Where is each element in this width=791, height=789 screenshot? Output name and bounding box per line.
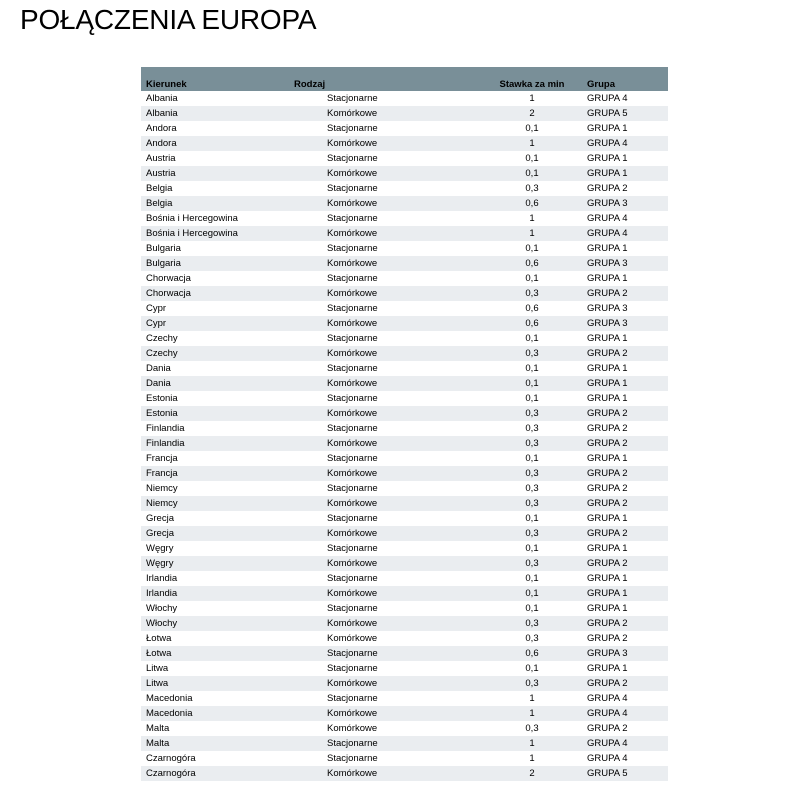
table-row [141, 391, 668, 406]
cell-stawka: 0,1 [525, 393, 539, 404]
cell-stawka: 0,3 [525, 483, 539, 494]
cell-stawka: 0,1 [525, 573, 539, 584]
cell-stawka: 0,6 [525, 198, 539, 209]
cell-stawka: 0,3 [525, 618, 539, 629]
cell-stawka: 0,3 [525, 183, 539, 194]
cell-kierunek: Francja [146, 453, 178, 464]
cell-grupa: GRUPA 1 [587, 573, 628, 584]
cell-stawka: 0,3 [525, 498, 539, 509]
table-row [141, 466, 668, 481]
cell-stawka: 2 [529, 768, 535, 779]
cell-rodzaj: Komórkowe [327, 708, 378, 719]
cell-rodzaj: Stacjonarne [327, 363, 378, 374]
cell-stawka: 0,1 [525, 603, 539, 614]
table-row [141, 601, 668, 616]
table-row [141, 511, 668, 526]
cell-kierunek: Albania [146, 93, 178, 104]
cell-rodzaj: Komórkowe [327, 528, 378, 539]
cell-kierunek: Albania [146, 108, 178, 119]
cell-kierunek: Irlandia [146, 588, 178, 599]
cell-stawka: 0,3 [525, 438, 539, 449]
cell-grupa: GRUPA 2 [587, 633, 628, 644]
cell-rodzaj: Komórkowe [327, 678, 378, 689]
cell-grupa: GRUPA 2 [587, 423, 628, 434]
table-row [141, 571, 668, 586]
cell-grupa: GRUPA 3 [587, 198, 628, 209]
cell-kierunek: Austria [146, 153, 176, 164]
cell-rodzaj: Stacjonarne [327, 453, 378, 464]
cell-grupa: GRUPA 5 [587, 108, 628, 119]
cell-grupa: GRUPA 3 [587, 318, 628, 329]
cell-grupa: GRUPA 2 [587, 618, 628, 629]
cell-grupa: GRUPA 2 [587, 723, 628, 734]
cell-rodzaj: Stacjonarne [327, 543, 378, 554]
table-row [141, 496, 668, 511]
cell-kierunek: Belgia [146, 198, 173, 209]
cell-kierunek: Łotwa [146, 633, 172, 644]
table-row [141, 691, 668, 706]
cell-stawka: 0,6 [525, 318, 539, 329]
cell-grupa: GRUPA 1 [587, 153, 628, 164]
cell-rodzaj: Stacjonarne [327, 738, 378, 749]
cell-grupa: GRUPA 5 [587, 768, 628, 779]
cell-stawka: 1 [529, 693, 535, 704]
table-row [141, 766, 668, 781]
table-row [141, 736, 668, 751]
page-title: POŁĄCZENIA EUROPA [20, 4, 317, 35]
cell-stawka: 0,1 [525, 153, 539, 164]
cell-kierunek: Finlandia [146, 438, 185, 449]
cell-grupa: GRUPA 4 [587, 738, 628, 749]
cell-kierunek: Estonia [146, 408, 178, 419]
cell-rodzaj: Komórkowe [327, 558, 378, 569]
table-row [141, 661, 668, 676]
cell-kierunek: Łotwa [146, 648, 172, 659]
cell-stawka: 0,1 [525, 378, 539, 389]
cell-kierunek: Finlandia [146, 423, 185, 434]
table-row [141, 301, 668, 316]
cell-rodzaj: Komórkowe [327, 498, 378, 509]
cell-stawka: 0,3 [525, 528, 539, 539]
cell-rodzaj: Stacjonarne [327, 213, 378, 224]
cell-grupa: GRUPA 4 [587, 138, 628, 149]
column-header-kierunek: Kierunek [146, 79, 187, 90]
cell-grupa: GRUPA 1 [587, 168, 628, 179]
cell-rodzaj: Stacjonarne [327, 753, 378, 764]
cell-rodzaj: Komórkowe [327, 438, 378, 449]
cell-grupa: GRUPA 2 [587, 408, 628, 419]
cell-kierunek: Chorwacja [146, 288, 191, 299]
cell-stawka: 0,3 [525, 633, 539, 644]
cell-stawka: 1 [529, 213, 535, 224]
table-row [141, 586, 668, 601]
cell-stawka: 1 [529, 738, 535, 749]
cell-kierunek: Dania [146, 363, 171, 374]
cell-grupa: GRUPA 3 [587, 258, 628, 269]
cell-kierunek: Czechy [146, 333, 178, 344]
cell-grupa: GRUPA 4 [587, 93, 628, 104]
cell-grupa: GRUPA 4 [587, 213, 628, 224]
table-row [141, 256, 668, 271]
cell-grupa: GRUPA 1 [587, 333, 628, 344]
cell-rodzaj: Stacjonarne [327, 483, 378, 494]
cell-kierunek: Macedonia [146, 708, 193, 719]
cell-grupa: GRUPA 1 [587, 273, 628, 284]
cell-rodzaj: Stacjonarne [327, 333, 378, 344]
cell-stawka: 1 [529, 93, 535, 104]
cell-kierunek: Węgry [146, 558, 174, 569]
cell-stawka: 0,1 [525, 453, 539, 464]
cell-grupa: GRUPA 3 [587, 648, 628, 659]
cell-grupa: GRUPA 1 [587, 393, 628, 404]
table-row [141, 376, 668, 391]
table-row [141, 451, 668, 466]
table-body [141, 91, 668, 781]
table-header-row [141, 67, 668, 91]
cell-grupa: GRUPA 2 [587, 348, 628, 359]
table-row [141, 541, 668, 556]
cell-stawka: 0,1 [525, 513, 539, 524]
cell-kierunek: Francja [146, 468, 178, 479]
table-row [141, 721, 668, 736]
cell-grupa: GRUPA 4 [587, 708, 628, 719]
cell-rodzaj: Stacjonarne [327, 693, 378, 704]
cell-rodzaj: Komórkowe [327, 228, 378, 239]
cell-grupa: GRUPA 2 [587, 528, 628, 539]
table-row [141, 646, 668, 661]
table-row [141, 271, 668, 286]
cell-grupa: GRUPA 4 [587, 228, 628, 239]
cell-kierunek: Malta [146, 723, 170, 734]
cell-kierunek: Andora [146, 123, 177, 134]
table-row [141, 91, 668, 106]
cell-kierunek: Niemcy [146, 483, 178, 494]
table-row [141, 361, 668, 376]
table-row [141, 631, 668, 646]
table-row [141, 526, 668, 541]
table-row [141, 166, 668, 181]
cell-stawka: 0,3 [525, 348, 539, 359]
cell-rodzaj: Stacjonarne [327, 393, 378, 404]
cell-stawka: 0,6 [525, 258, 539, 269]
cell-rodzaj: Komórkowe [327, 618, 378, 629]
column-header-stawka: Stawka za min [499, 79, 565, 90]
table-row [141, 286, 668, 301]
cell-kierunek: Niemcy [146, 498, 178, 509]
cell-kierunek: Bulgaria [146, 258, 181, 269]
cell-stawka: 0,1 [525, 363, 539, 374]
cell-rodzaj: Komórkowe [327, 768, 378, 779]
table-row [141, 316, 668, 331]
table-row [141, 331, 668, 346]
cell-rodzaj: Komórkowe [327, 723, 378, 734]
cell-rodzaj: Stacjonarne [327, 153, 378, 164]
cell-stawka: 1 [529, 708, 535, 719]
cell-rodzaj: Komórkowe [327, 348, 378, 359]
cell-grupa: GRUPA 3 [587, 303, 628, 314]
cell-grupa: GRUPA 1 [587, 603, 628, 614]
cell-grupa: GRUPA 1 [587, 453, 628, 464]
cell-stawka: 0,3 [525, 408, 539, 419]
cell-rodzaj: Stacjonarne [327, 603, 378, 614]
cell-grupa: GRUPA 4 [587, 693, 628, 704]
cell-stawka: 1 [529, 138, 535, 149]
cell-kierunek: Cypr [146, 303, 167, 314]
table-row [141, 406, 668, 421]
cell-rodzaj: Stacjonarne [327, 573, 378, 584]
cell-stawka: 0,3 [525, 678, 539, 689]
cell-rodzaj: Stacjonarne [327, 273, 378, 284]
table-row [141, 751, 668, 766]
cell-kierunek: Bośnia i Hercegowina [146, 213, 238, 224]
table-row [141, 226, 668, 241]
cell-grupa: GRUPA 2 [587, 468, 628, 479]
cell-grupa: GRUPA 2 [587, 438, 628, 449]
table-row [141, 481, 668, 496]
cell-kierunek: Austria [146, 168, 176, 179]
cell-rodzaj: Komórkowe [327, 633, 378, 644]
cell-grupa: GRUPA 2 [587, 558, 628, 569]
cell-rodzaj: Komórkowe [327, 468, 378, 479]
cell-stawka: 0,3 [525, 423, 539, 434]
cell-rodzaj: Komórkowe [327, 198, 378, 209]
table-row [141, 151, 668, 166]
cell-kierunek: Węgry [146, 543, 174, 554]
cell-rodzaj: Komórkowe [327, 318, 378, 329]
cell-grupa: GRUPA 1 [587, 243, 628, 254]
cell-stawka: 0,3 [525, 723, 539, 734]
cell-grupa: GRUPA 1 [587, 123, 628, 134]
cell-rodzaj: Komórkowe [327, 408, 378, 419]
cell-kierunek: Czarnogóra [146, 768, 196, 779]
cell-stawka: 0,1 [525, 273, 539, 284]
cell-stawka: 0,1 [525, 663, 539, 674]
cell-stawka: 0,1 [525, 168, 539, 179]
cell-stawka: 1 [529, 753, 535, 764]
cell-kierunek: Włochy [146, 618, 178, 629]
cell-grupa: GRUPA 1 [587, 588, 628, 599]
cell-rodzaj: Stacjonarne [327, 243, 378, 254]
cell-rodzaj: Stacjonarne [327, 423, 378, 434]
table-row [141, 346, 668, 361]
cell-kierunek: Chorwacja [146, 273, 191, 284]
cell-stawka: 0,6 [525, 303, 539, 314]
cell-rodzaj: Stacjonarne [327, 663, 378, 674]
table-row [141, 181, 668, 196]
cell-grupa: GRUPA 2 [587, 483, 628, 494]
cell-rodzaj: Stacjonarne [327, 303, 378, 314]
table-row [141, 556, 668, 571]
cell-kierunek: Litwa [146, 678, 169, 689]
cell-grupa: GRUPA 2 [587, 498, 628, 509]
cell-kierunek: Belgia [146, 183, 173, 194]
cell-rodzaj: Komórkowe [327, 108, 378, 119]
cell-stawka: 0,1 [525, 243, 539, 254]
cell-kierunek: Włochy [146, 603, 178, 614]
cell-grupa: GRUPA 1 [587, 543, 628, 554]
cell-stawka: 2 [529, 108, 535, 119]
cell-rodzaj: Stacjonarne [327, 183, 378, 194]
cell-stawka: 0,1 [525, 543, 539, 554]
cell-kierunek: Czechy [146, 348, 178, 359]
cell-kierunek: Czarnogóra [146, 753, 196, 764]
cell-grupa: GRUPA 2 [587, 288, 628, 299]
cell-grupa: GRUPA 1 [587, 363, 628, 374]
column-header-grupa: Grupa [587, 79, 615, 90]
table-row [141, 241, 668, 256]
cell-stawka: 1 [529, 228, 535, 239]
cell-rodzaj: Komórkowe [327, 258, 378, 269]
column-header-rodzaj: Rodzaj [294, 79, 326, 90]
cell-rodzaj: Stacjonarne [327, 513, 378, 524]
cell-stawka: 0,1 [525, 123, 539, 134]
cell-grupa: GRUPA 4 [587, 753, 628, 764]
cell-rodzaj: Komórkowe [327, 378, 378, 389]
cell-stawka: 0,1 [525, 588, 539, 599]
cell-kierunek: Dania [146, 378, 171, 389]
cell-grupa: GRUPA 1 [587, 663, 628, 674]
cell-kierunek: Bulgaria [146, 243, 181, 254]
rates-table [141, 67, 668, 781]
table-row [141, 436, 668, 451]
cell-rodzaj: Komórkowe [327, 138, 378, 149]
cell-rodzaj: Komórkowe [327, 288, 378, 299]
table-row [141, 196, 668, 211]
cell-rodzaj: Stacjonarne [327, 648, 378, 659]
cell-kierunek: Malta [146, 738, 170, 749]
cell-stawka: 0,3 [525, 468, 539, 479]
cell-stawka: 0,3 [525, 558, 539, 569]
cell-rodzaj: Stacjonarne [327, 123, 378, 134]
cell-kierunek: Macedonia [146, 693, 193, 704]
cell-kierunek: Irlandia [146, 573, 178, 584]
cell-kierunek: Grecja [146, 528, 174, 539]
cell-kierunek: Bośnia i Hercegowina [146, 228, 238, 239]
cell-rodzaj: Stacjonarne [327, 93, 378, 104]
cell-kierunek: Estonia [146, 393, 178, 404]
cell-stawka: 0,6 [525, 648, 539, 659]
cell-kierunek: Grecja [146, 513, 174, 524]
table-row [141, 421, 668, 436]
cell-rodzaj: Komórkowe [327, 588, 378, 599]
cell-grupa: GRUPA 1 [587, 378, 628, 389]
cell-grupa: GRUPA 1 [587, 513, 628, 524]
cell-kierunek: Cypr [146, 318, 167, 329]
table-row [141, 211, 668, 226]
table-row [141, 706, 668, 721]
table-row [141, 616, 668, 631]
cell-stawka: 0,3 [525, 288, 539, 299]
table-row [141, 121, 668, 136]
cell-stawka: 0,1 [525, 333, 539, 344]
table-row [141, 676, 668, 691]
table-row [141, 136, 668, 151]
cell-grupa: GRUPA 2 [587, 678, 628, 689]
cell-kierunek: Litwa [146, 663, 169, 674]
cell-rodzaj: Komórkowe [327, 168, 378, 179]
table-row [141, 106, 668, 121]
cell-kierunek: Andora [146, 138, 177, 149]
cell-grupa: GRUPA 2 [587, 183, 628, 194]
